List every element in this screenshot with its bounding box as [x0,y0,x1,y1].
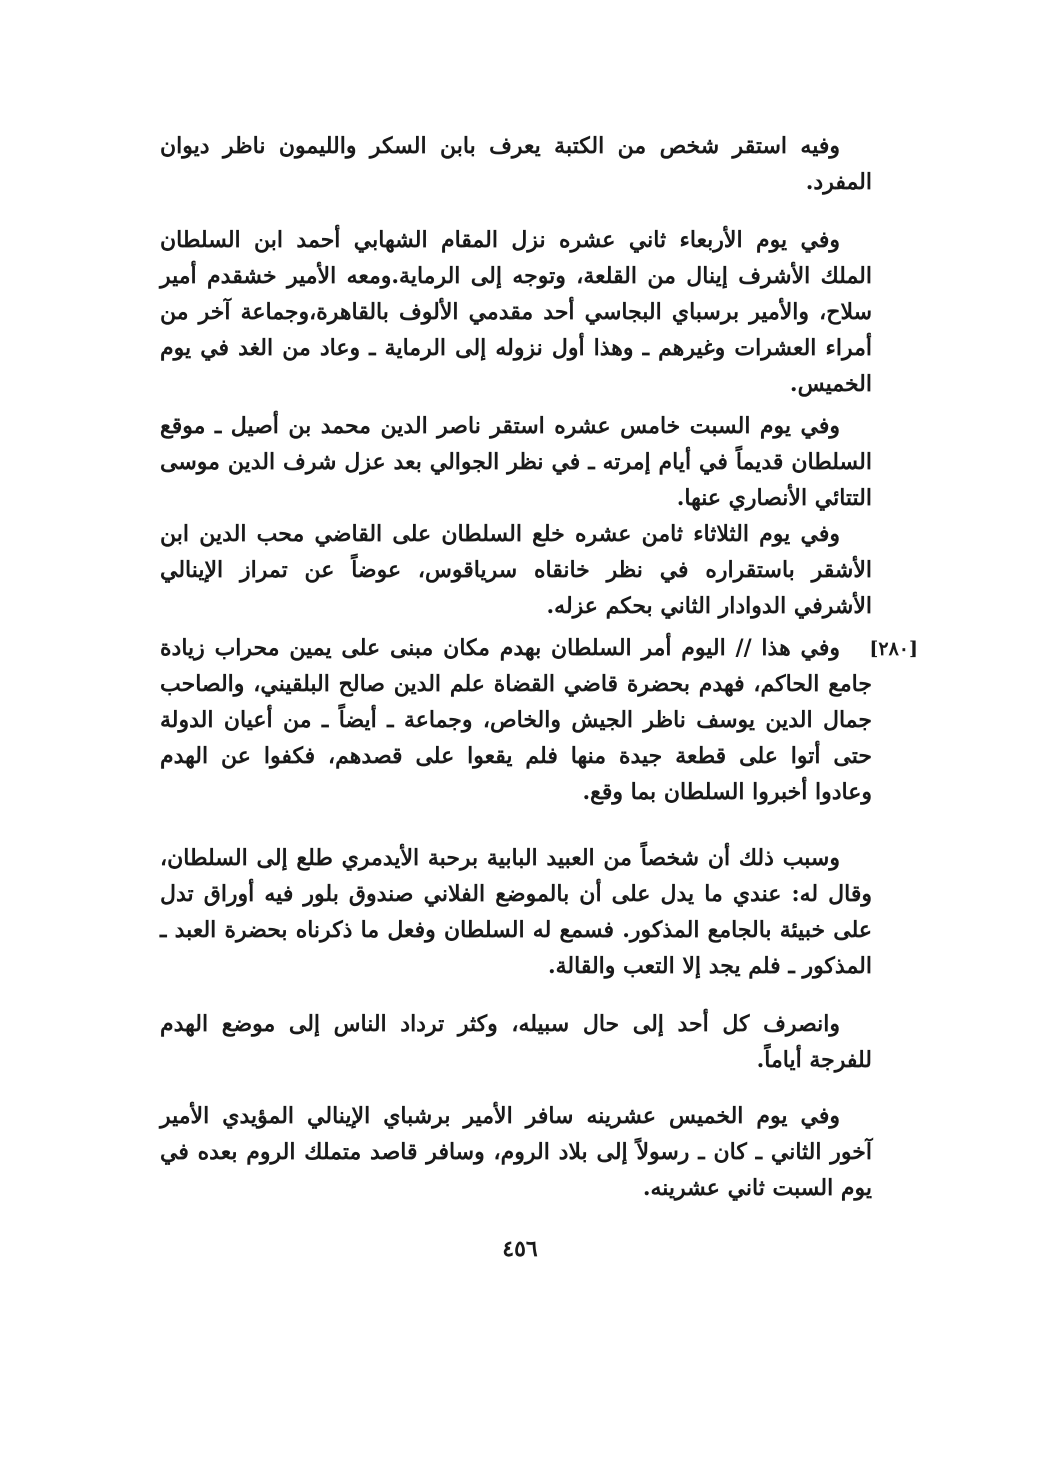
paragraph-1: وفيه استقر شخص من الكتبة يعرف بابن السكر والليمون ناظر ديوان المفرد. [160,133,872,195]
paragraph-5: وفي هذا // اليوم أمر السلطان بهدم مكان مبنى على يمين محراب زيادة جامع الحاكم، فهدم بحضرة قاضي القضاة علم الدين صالح البلقيني، والصاحب جمال الدين يوسف ناظر الجيش والخاص، وجماعة ـ أيضاً ـ من أعيان الدولة حتى أتوا على قطعة جيدة منها فلم يقعوا على قصدهم، فكفوا عن الهدم وعادوا أخبروا السلطان بما وقع. [160,635,872,805]
paragraph-2: وفي يوم الأربعاء ثاني عشره نزل المقام الشهابي أحمد ابن السلطان الملك الأشرف إينال من القلعة، وتوجه إلى الرماية.ومعه الأمير خشقدم أمير سلاح، والأمير برسباي البجاسي أحد مقدمي الألوف بالقاهرة،وجماعة آخر من أمراء العشرات وغيرهم ـ وهذا أول نزوله إلى الرماية ـ وعاد من الغد في يوم الخميس. [160,227,872,397]
paragraph-3: وفي يوم السبت خامس عشره استقر ناصر الدين محمد بن أصيل ـ موقع السلطان قديماً في أيام إمرته ـ في نظر الجوالي بعد عزل شرف الدين موسى التتائي الأنصاري عنها. [160,413,872,511]
paragraph-6: وسبب ذلك أن شخصاً من العبيد البابية برحبة الأيدمري طلع إلى السلطان، وقال له: عندي ما يدل على أن بالموضع الفلاني صندوق بلور فيه أوراق تدل على خبيئة بالجامع المذكور. فسمع له السلطان وفعل ما ذكرناه بحضرة العبد ـ المذكور ـ فلم يجد إلا التعب والقالة. [160,845,872,979]
paragraph-8: وفي يوم الخميس عشرينه سافر الأمير برشباي الإينالي المؤيدي الأمير آخور الثاني ـ كان ـ رسولاً إلى بلاد الروم، وسافر قاصد متملك الروم بعده في يوم السبت ثاني عشرينه. [160,1103,872,1201]
paragraph-7: وانصرف كل أحد إلى حال سبيله، وكثر ترداد الناس إلى موضع الهدم للفرجة أياماً. [160,1011,872,1073]
manuscript-folio-marker: [٢٨٠] [869,638,918,660]
paragraph-4: وفي يوم الثلاثاء ثامن عشره خلع السلطان على القاضي محب الدين ابن الأشقر باستقراره في نظر خانقاه سرياقوس، عوضاً عن تمراز الإينالي الأشرفي الدوادار الثاني بحكم عزله. [160,521,872,619]
page-number: ٤٥٦ [502,1236,538,1262]
